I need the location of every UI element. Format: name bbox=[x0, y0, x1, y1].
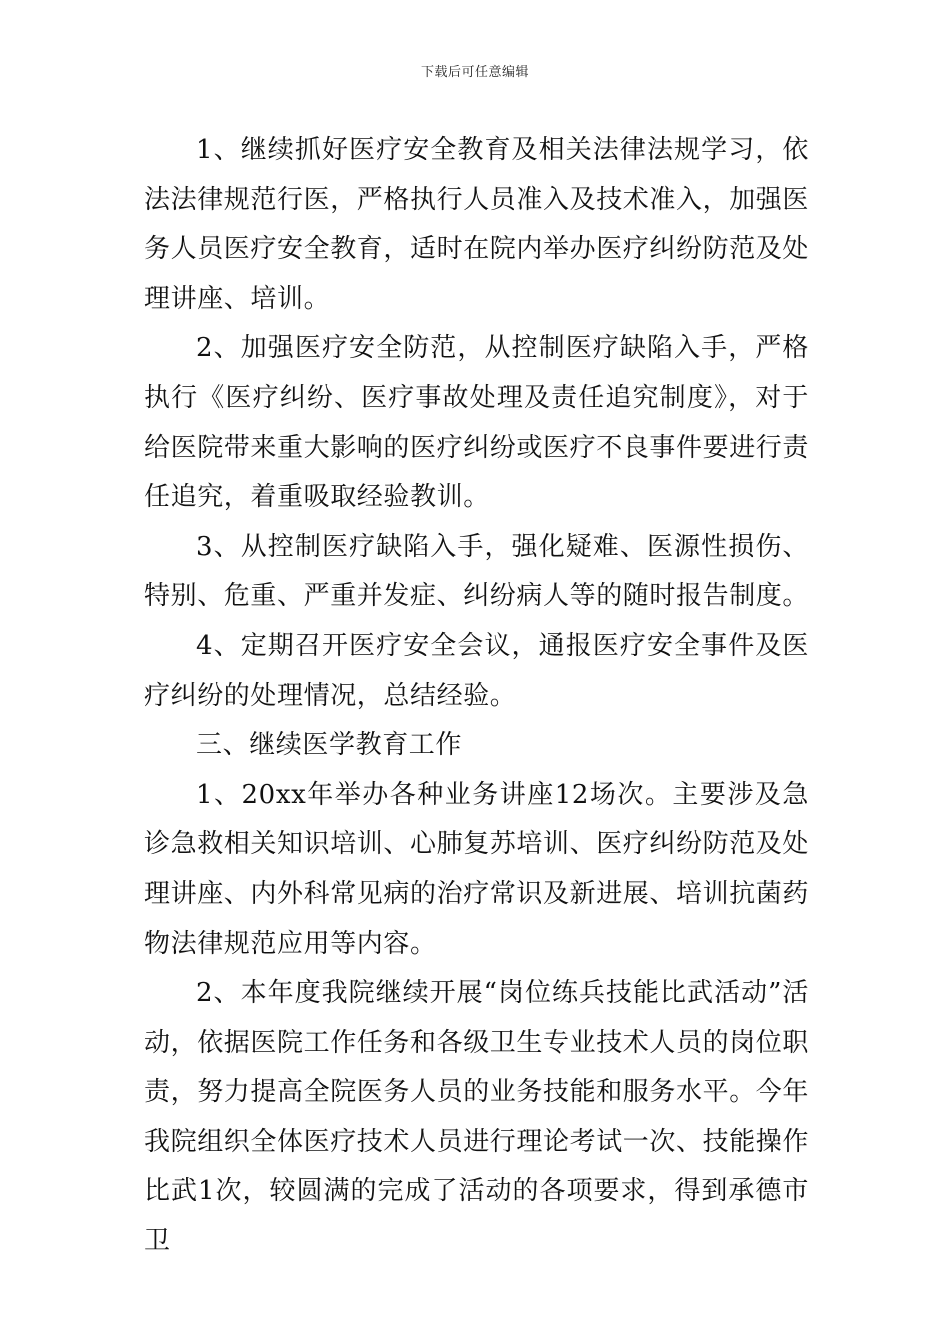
paragraph-safety-meetings: 4、定期召开医疗安全会议，通报医疗安全事件及医疗纠纷的处理情况，总结经验。 bbox=[144, 630, 809, 711]
paragraph-safety-prevention: 2、加强医疗安全防范，从控制医疗缺陷入手，严格执行《医疗纠纷、医疗事故处理及责任追究制度》，对于给医院带来重大影响的医疗纠纷或医疗不良事件要进行责任追究，着重吸取经验教训。 bbox=[144, 333, 810, 513]
document-body bbox=[144, 126, 809, 1267]
paragraph-skills-competition: 2、本年度我院继续开展“岗位练兵技能比武活动”活动，依据医院工作任务和各级卫生专业技术人员的岗位职责，努力提高全院医务人员的业务技能和服务水平。今年我院组织全体医疗技术人员进行理论考试一次、技能操作比武1次，较圆满的完成了活动的各项要求，得到承德市卫 bbox=[144, 978, 810, 1257]
paragraph-lectures: 1、20xx年举办各种业务讲座12场次。主要涉及急诊急救相关知识培训、心肺复苏培训、医疗纠纷防范及处理讲座、内外科常见病的治疗常识及新进展、培训抗菌药物法律规范应用等内容。 bbox=[144, 779, 810, 959]
paragraph-medical-safety-education: 1、继续抓好医疗安全教育及相关法律法规学习，依法法律规范行医，严格执行人员准入及技术准入，加强医务人员医疗安全教育，适时在院内举办医疗纠纷防范及处理讲座、培训。 bbox=[144, 135, 810, 314]
paragraph-reporting-system: 3、从控制医疗缺陷入手，强化疑难、医源性损伤、特别、危重、严重并发症、纠纷病人等的随时报告制度。 bbox=[144, 531, 810, 612]
section-heading-continuing-education: 三、继续医学教育工作 bbox=[196, 730, 463, 761]
page-header-note: 下载后可任意编辑 bbox=[420, 65, 529, 80]
